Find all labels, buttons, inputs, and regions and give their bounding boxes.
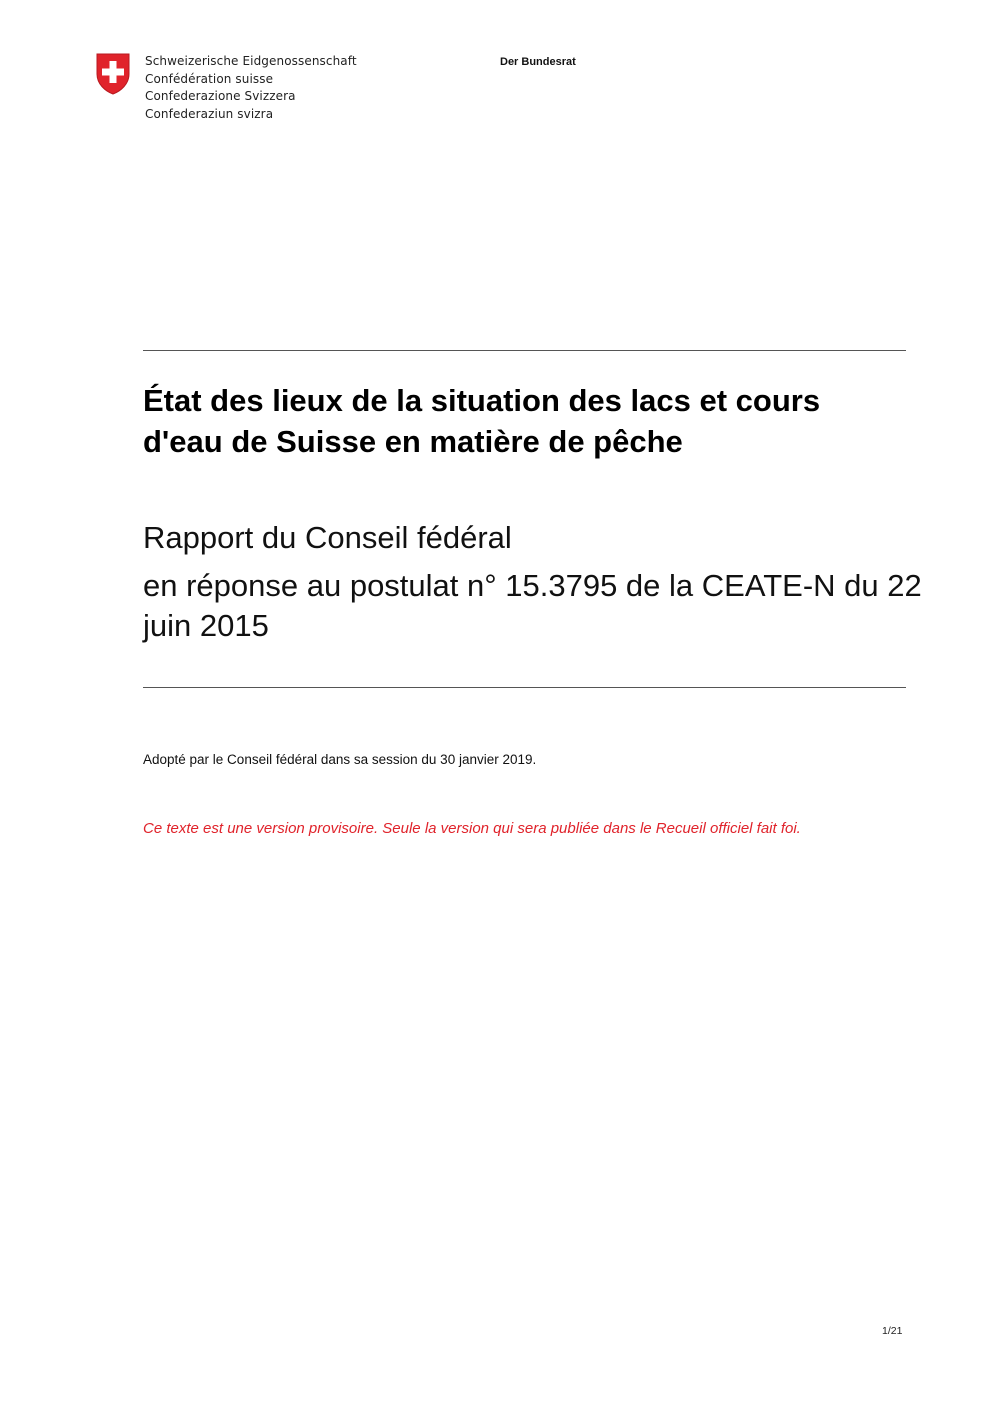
provisional-disclaimer: Ce texte est une version provisoire. Seule la version qui sera publiée dans le Recueil officiel fait foi. <box>143 820 801 837</box>
subtitle-report-line: Rapport du Conseil fédéral <box>143 520 512 555</box>
title-bottom-divider <box>143 687 906 688</box>
confederation-logo-block <box>95 52 357 123</box>
page-number: 1/21 <box>882 1325 903 1337</box>
confederation-name-rm: Confederaziun svizra <box>145 106 274 121</box>
confederation-names <box>145 53 357 123</box>
title-top-divider <box>143 350 906 351</box>
confederation-name-fr: Confédération suisse <box>145 71 274 86</box>
swiss-coat-of-arms-icon <box>95 52 131 96</box>
header-organization: Der Bundesrat <box>500 56 576 68</box>
adoption-note: Adopté par le Conseil fédéral dans sa session du 30 janvier 2019. <box>143 752 537 767</box>
confederation-name-it: Confederazione Svizzera <box>145 89 296 103</box>
confederation-name-de: Schweizerische Eidgenossenschaft <box>145 54 357 68</box>
document-subtitle <box>143 515 923 646</box>
subtitle-postulat-line: en réponse au postulat n° 15.3795 de la CEATE-N du 22 juin 2015 <box>143 568 922 643</box>
document-title: État des lieux de la situation des lacs et cours d'eau de Suisse en matière de pêche <box>143 383 821 459</box>
